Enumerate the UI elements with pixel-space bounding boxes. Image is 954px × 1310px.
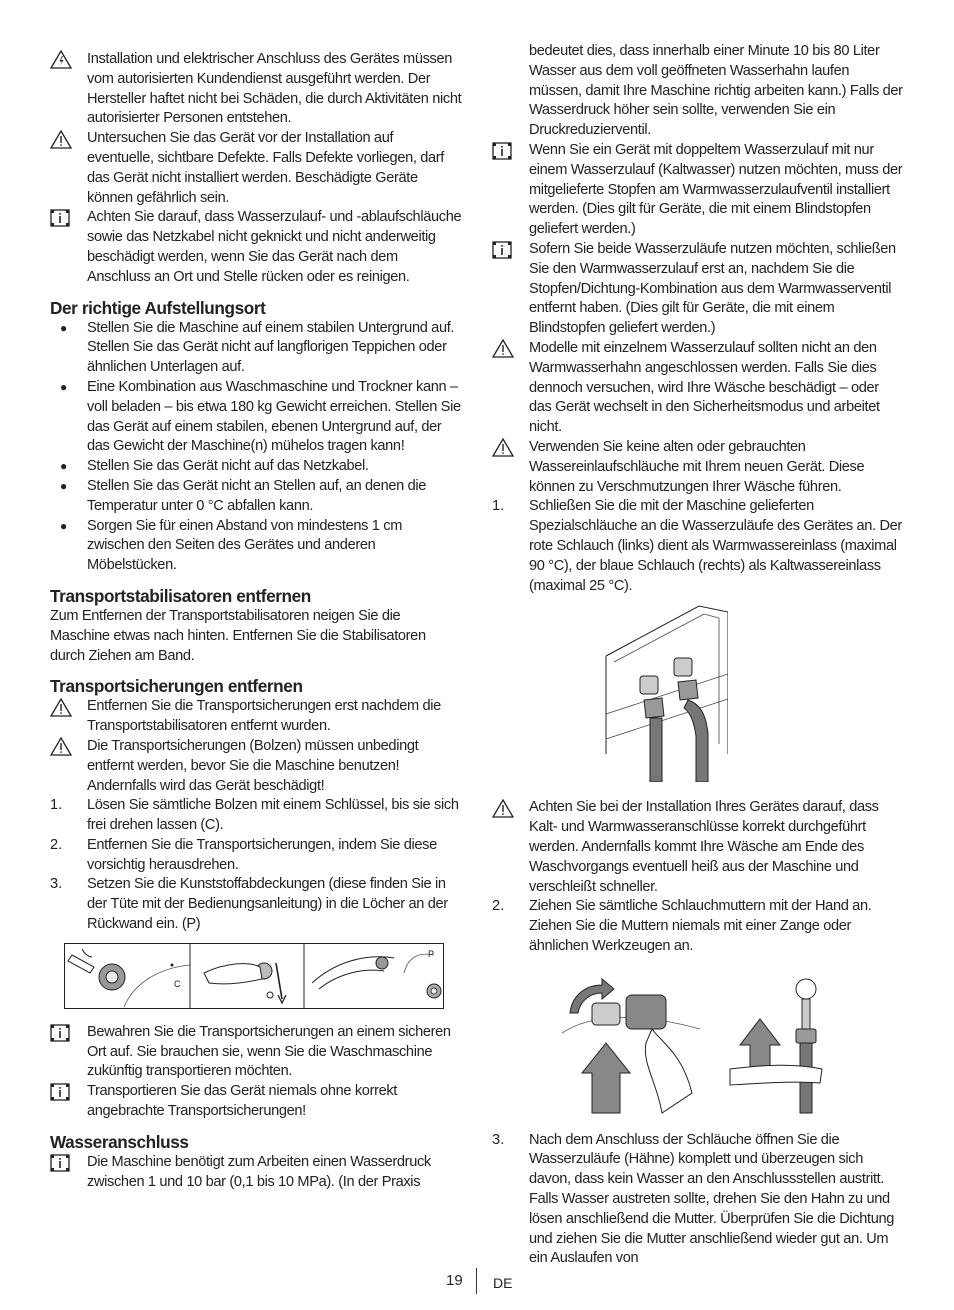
bullet-icon: ● [60,459,68,474]
bullet-item: ● Stellen Sie das Gerät nicht an Stellen auf, an denen die Temperatur unter 0 °C abfallen kann. [50,477,462,517]
label-p: P [428,948,435,959]
step-number: 2. [492,898,505,915]
warning-remove-order: Entfernen Sie die Transportsicherungen erst nachdem die Transportstabilisatoren entfernt wurden. [50,697,462,737]
step-number: 3. [492,1131,505,1148]
warning-single-inlet-models: Modelle mit einzelnem Wasserzulauf sollten nicht an den Warmwasserhahn angeschlossen werden. Falls Sie dies dennoch versuchen, wird Ihre Wäsche beschädigt – oder das Gerät wechselt in den Sicherheitsmodus und arbeitet nicht. [492,339,904,438]
info-water-pressure: Die Maschine benötigt zum Arbeiten einen Wasserdruck zwischen 1 und 10 bar (0,1 bis 10 MPa). (In der Praxis [50,1153,462,1193]
language-label: DE [493,1275,513,1291]
paragraph-continued: bedeutet dies, dass innerhalb einer Minute 10 bis 80 Liter Wasser aus dem voll geöffneten Wasserhahn laufen müssen, damit Ihre Maschine richtig arbeiten kann.) Falls der Wasserdruck höher sein sollte, verwenden Sie ein Druckreduzierventil. [529,43,903,139]
heading-wasseranschluss: Wasseranschluss [50,1131,189,1152]
heading-transportstabilisatoren: Transportstabilisatoren entfernen [50,585,311,606]
warning-icon [492,438,529,458]
warning-old-hoses: Verwenden Sie keine alten oder gebrauchten Wassereinlaufschläuche mit Ihrem neuen Gerät. Diese können zu Verschmutzungen Ihrer Wäsche führen. [492,438,904,497]
step-item: 2. Ziehen Sie sämtliche Schlauchmuttern mit der Hand an. Ziehen Sie die Muttern niemals mit einer Zange oder ähnlichen Werkzeugen an. [492,898,872,954]
warning-icon [492,339,529,359]
step-item: 3. Setzen Sie die Kunststoffabdeckungen (diese finden Sie in der Tüte mit der Bedienungsanleitung) in die Löcher an der Rückwand ein. (P) [50,876,448,933]
info-keep-bolts: Bewahren Sie die Transportsicherungen an einem sicheren Ort auf. Sie brauchen sie, wenn Sie die Waschmaschine zukünftig transportieren möchten. [50,1023,462,1082]
water-inlets-illustration [604,604,728,782]
warning-icon [50,129,87,149]
step-number: 1. [492,498,505,515]
label-c: C [174,978,181,989]
warning-icon [50,737,87,757]
info-icon [50,208,87,228]
bullet-item: ● Stellen Sie die Maschine auf einem stabilen Untergrund auf. Stellen Sie das Gerät nicht auf langflorigen Teppichen oder ähnlichen Unterlagen auf. [50,319,462,378]
warning-defects: Untersuchen Sie das Gerät vor der Installation auf eventuelle, sichtbare Defekte. Falls Defekte vorliegen, darf das Gerät nicht installiert werden. Beschädigte Geräte können gefährlich sein. [50,129,462,208]
step-number: 2. [50,836,63,853]
warning-icon [50,697,87,717]
tighten-nuts-illustration [562,973,832,1115]
info-icon [50,1153,87,1173]
info-icon [50,1023,87,1043]
info-icon [492,240,529,260]
paragraph-stabilisatoren: Zum Entfernen der Transportstabilisatoren neigen Sie die Maschine etwas nach hinten. Entfernen Sie die Stabilisatoren durch Ziehen am Band. [50,607,426,664]
bullet-icon: ● [60,320,68,335]
warning-hot-cold: Achten Sie bei der Installation Ihres Gerätes darauf, dass Kalt- und Warmwasseranschlüsse korrekt durchgeführt werden. Andernfalls kommt Ihre Wäsche am Ende des Waschvorgangs eventuell heiß aus der Maschine und verschleißt schneller. [492,798,904,897]
warning-icon [492,798,529,818]
bullet-icon: ● [60,379,68,394]
info-icon [492,141,529,161]
info-transport: Transportieren Sie das Gerät niemals ohne korrekt angebrachte Transportsicherungen! [50,1082,462,1122]
electric-warning-icon [50,50,87,70]
step-item: 2. Entfernen Sie die Transportsicherungen, indem Sie diese vorsichtig herausdrehen. [50,836,437,873]
info-single-inlet: Wenn Sie ein Gerät mit doppeltem Wasserzulauf mit nur einem Wasserzulauf (Kaltwasser) nutzen möchten, muss der mitgelieferte Stopfen am Warmwasserzulaufventil installiert werden. (Dies gilt für Geräte, die mit einem Blindstopfen geliefert werden.) [492,141,904,240]
bullet-icon: ● [60,518,68,533]
info-hoses: Achten Sie darauf, dass Wasserzulauf- und -ablaufschläuche sowie das Netzkabel nicht geknickt und nicht anderweitig beschädigt werden, wenn Sie das Gerät nach dem Anschluss an Ort und Stelle rücken oder es reinigen. [50,208,462,287]
heading-transportsicherungen: Transportsicherungen entfernen [50,676,303,697]
right-column [492,42,904,1269]
bullet-item: ● Stellen Sie das Gerät nicht auf das Netzkabel. [50,457,462,477]
warning-bolts: Die Transportsicherungen (Bolzen) müssen unbedingt entfernt werden, bevor Sie die Maschine benutzen! Andernfalls wird das Gerät beschädigt! [50,737,462,796]
warning-installation: Installation und elektrischer Anschluss des Gerätes müssen vom autorisierten Kundendienst ausgeführt werden. Der Hersteller haftet nicht bei Schäden, die durch Aktivitäten nicht autorisierter Personen entstehen. [50,50,462,129]
transport-bolts-illustration [64,943,444,1009]
info-both-inlets: Sofern Sie beide Wasserzuläufe nutzen möchten, schließen Sie den Warmwasserzulauf erst an, nachdem Sie die Stopfen/Dichtung-Kombination aus dem Warmwasserventil entfernt haben. (Dies gilt für Geräte, die mit einem Blindstopfen geliefert werden.) [492,240,904,339]
heading-aufstellungsort: Der richtige Aufstellungsort [50,297,266,318]
left-column [50,50,462,1192]
step-number: 3. [50,876,63,893]
bullet-icon: ● [60,478,68,493]
step-item: 3. Nach dem Anschluss der Schläuche öffnen Sie die Wasserzuläufe (Hähne) komplett und überzeugen sich davon, dass kein Wasser an den Anschlussstellen austritt. Falls Wasser austreten sollte, drehen Sie den Hahn zu und lösen anschließend die Mutter. Überprüfen Sie die Dichtung und ziehen Sie die Mutter anschließend wieder gut an. Um ein Auslaufen von [492,1131,895,1267]
page-number: 19 [446,1272,463,1289]
step-number: 1. [50,797,63,814]
footer-divider [476,1268,477,1294]
bullet-item: ● Sorgen Sie für einen Abstand von mindestens 1 cm zwischen den Seiten des Gerätes und anderen Möbelstücken. [50,517,462,576]
step-item: 1. Schließen Sie die mit der Maschine gelieferten Spezialschläuche an die Wasserzuläufe des Gerätes an. Der rote Schlauch (links) dient als Warmwassereinlass (maximal 90 °C), der blaue Schlauch (rechts) als Kaltwassereinlass (maximal 25 °C). [492,498,902,594]
bullet-item: ● Eine Kombination aus Waschmaschine und Trockner kann – voll beladen – bis etwa 180 kg Gewicht erreichen. Stellen Sie das Gerät auf einem stabilen, ebenen Untergrund auf, der das Gewicht der Maschine(n) mühelos tragen kann! [50,378,462,457]
step-item: 1. Lösen Sie sämtliche Bolzen mit einem Schlüssel, bis sie sich frei drehen lassen (C). [50,797,459,834]
info-icon [50,1082,87,1102]
